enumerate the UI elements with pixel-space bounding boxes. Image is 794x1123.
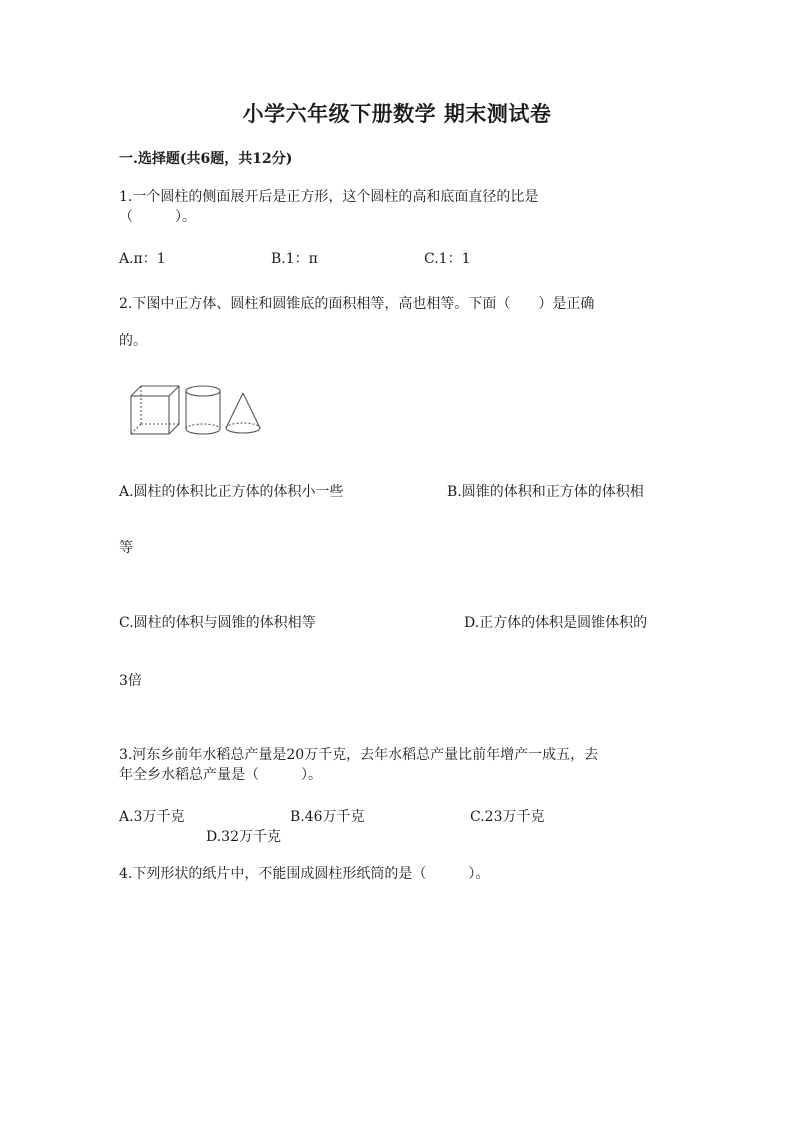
question-3-stem-line-2: 年全乡水稻总产量是（ ）。 xyxy=(119,767,322,783)
question-1-stem xyxy=(119,187,538,227)
question-2-stem xyxy=(119,286,594,360)
question-3-option-d: D.32万千克 xyxy=(206,829,281,845)
question-3-option-c: C.23万千克 xyxy=(470,809,545,825)
question-4-stem-line-1: 4.下列形状的纸片中，不能围成圆柱形纸筒的是（ ）。 xyxy=(119,866,490,882)
cone-shape xyxy=(226,393,260,433)
question-1-stem-line-2: （ ）。 xyxy=(119,209,196,225)
question-4-stem xyxy=(119,864,489,884)
question-1-stem-line-1: 1.一个圆柱的侧面展开后是正方形，这个圆柱的高和底面直径的比是 xyxy=(119,189,539,205)
question-1-option-a: A.π：1 xyxy=(119,251,166,267)
question-2-option-d xyxy=(464,612,647,632)
question-2-option-b xyxy=(447,481,644,501)
question-2-option-d-line-1: D.正方体的体积是圆锥体积的 xyxy=(464,615,648,631)
cylinder-shape xyxy=(186,386,220,434)
question-2-option-a xyxy=(119,481,344,501)
question-2-stem-line-1: 2.下图中正方体、圆柱和圆锥底的面积相等，高也相等。下面（ ）是正确 xyxy=(119,296,595,312)
question-2-option-d-wrap: 3倍 xyxy=(119,673,142,689)
question-2-option-c xyxy=(119,612,316,632)
cube-shape xyxy=(131,386,179,434)
question-2-option-b-wrap: 等 xyxy=(119,540,133,556)
question-3-stem-line-1: 3.河东乡前年水稻总产量是20万千克，去年水稻总产量比前年增产一成五，去 xyxy=(119,747,599,763)
question-1-option-c: C.1：1 xyxy=(424,251,471,267)
question-3-option-b: B.46万千克 xyxy=(290,809,365,825)
question-2-stem-line-2: 的。 xyxy=(119,333,147,349)
question-3-option-a: A.3万千克 xyxy=(119,809,185,825)
question-2-option-a-line-1: A.圆柱的体积比正方体的体积小一些 xyxy=(119,484,344,500)
solids-figure xyxy=(128,382,266,438)
question-2-option-b-line-1: B.圆锥的体积和正方体的体积相 xyxy=(447,484,644,500)
section-heading: 一.选择题(共6题，共12分) xyxy=(119,151,293,167)
page-title: 小学六年级下册数学 期末测试卷 xyxy=(242,101,552,126)
question-1-option-b: B.1：π xyxy=(271,251,318,267)
question-3-stem xyxy=(119,745,598,785)
question-2-option-c-line-1: C.圆柱的体积与圆锥的体积相等 xyxy=(119,615,316,631)
